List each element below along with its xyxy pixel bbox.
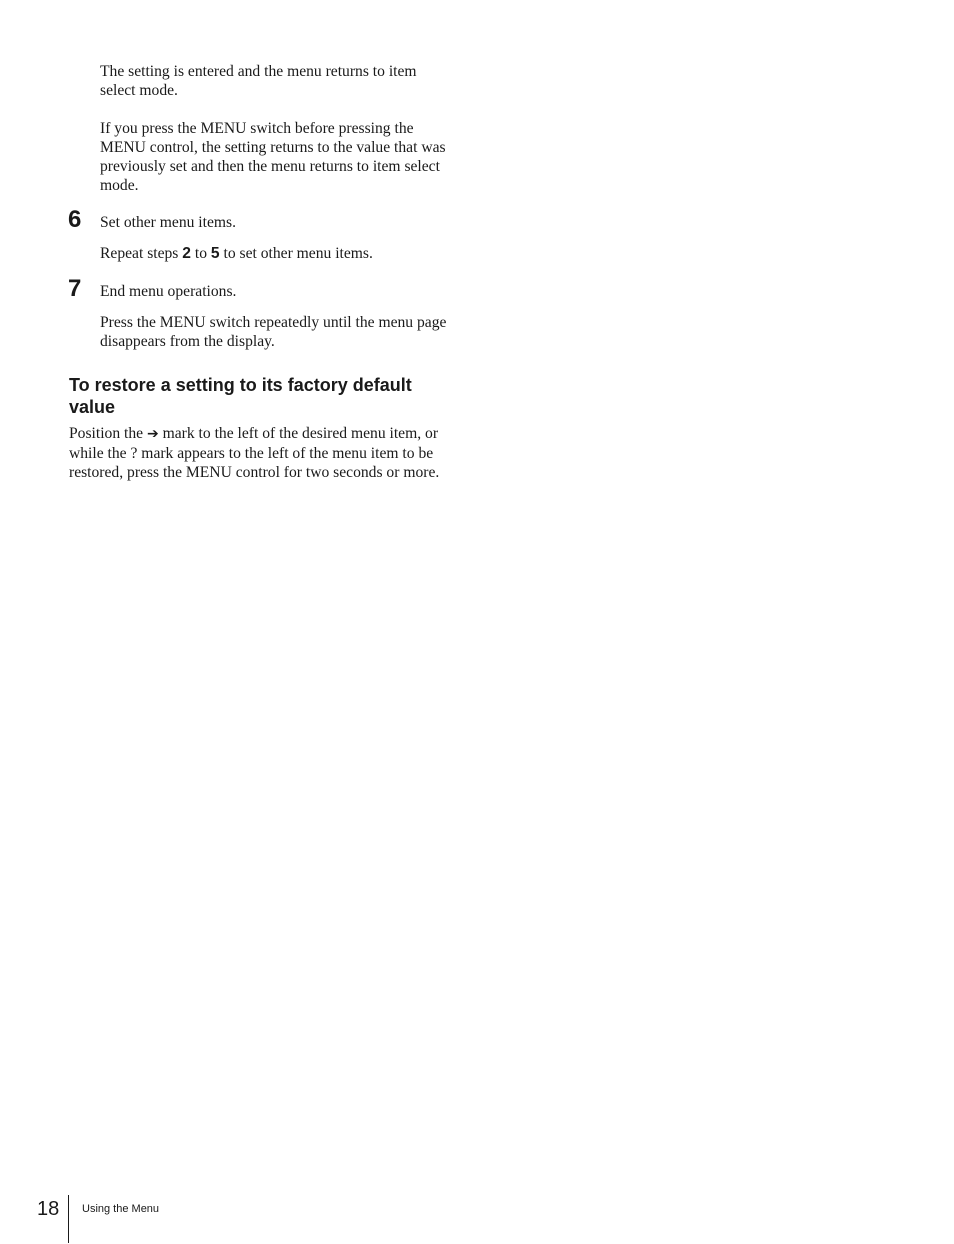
page-number: 18 bbox=[37, 1198, 60, 1220]
step-ref-2: 2 bbox=[182, 245, 191, 262]
step-6-detail-suffix: to set other menu items. bbox=[219, 245, 373, 262]
result-paragraph: The setting is entered and the menu returns to item select mode. bbox=[100, 63, 417, 99]
step-7-detail: Press the MENU switch repeatedly until the menu page disappears from the display. bbox=[100, 314, 447, 350]
step-6-detail-mid: to bbox=[190, 245, 211, 262]
note-paragraph: If you press the MENU switch before pressing the MENU control, the setting returns to the value that was previously set and then the menu returns to item select mode. bbox=[100, 120, 446, 194]
step-6-instruction: Set other menu items. bbox=[100, 214, 236, 231]
restore-body bbox=[69, 424, 450, 482]
step-6-detail-prefix: Repeat steps bbox=[100, 245, 183, 262]
footer-divider bbox=[68, 1195, 69, 1243]
step-7-instruction: End menu operations. bbox=[100, 283, 237, 300]
restore-body-prefix: Position the bbox=[69, 425, 147, 442]
step-ref-5: 5 bbox=[210, 245, 220, 262]
section-heading: To restore a setting to its factory default value bbox=[69, 375, 412, 417]
step-6-detail bbox=[100, 244, 450, 263]
step-6-number: 6 bbox=[68, 206, 82, 233]
step-7-number: 7 bbox=[68, 275, 82, 302]
footer-section-title: Using the Menu bbox=[82, 1203, 160, 1215]
arrow-right-icon: ➔ bbox=[146, 426, 159, 442]
restore-body-suffix: mark to the left of the desired menu item, or while the ? mark appears to the left of the menu item to be restored, press the MENU control for two seconds or more. bbox=[69, 425, 440, 481]
